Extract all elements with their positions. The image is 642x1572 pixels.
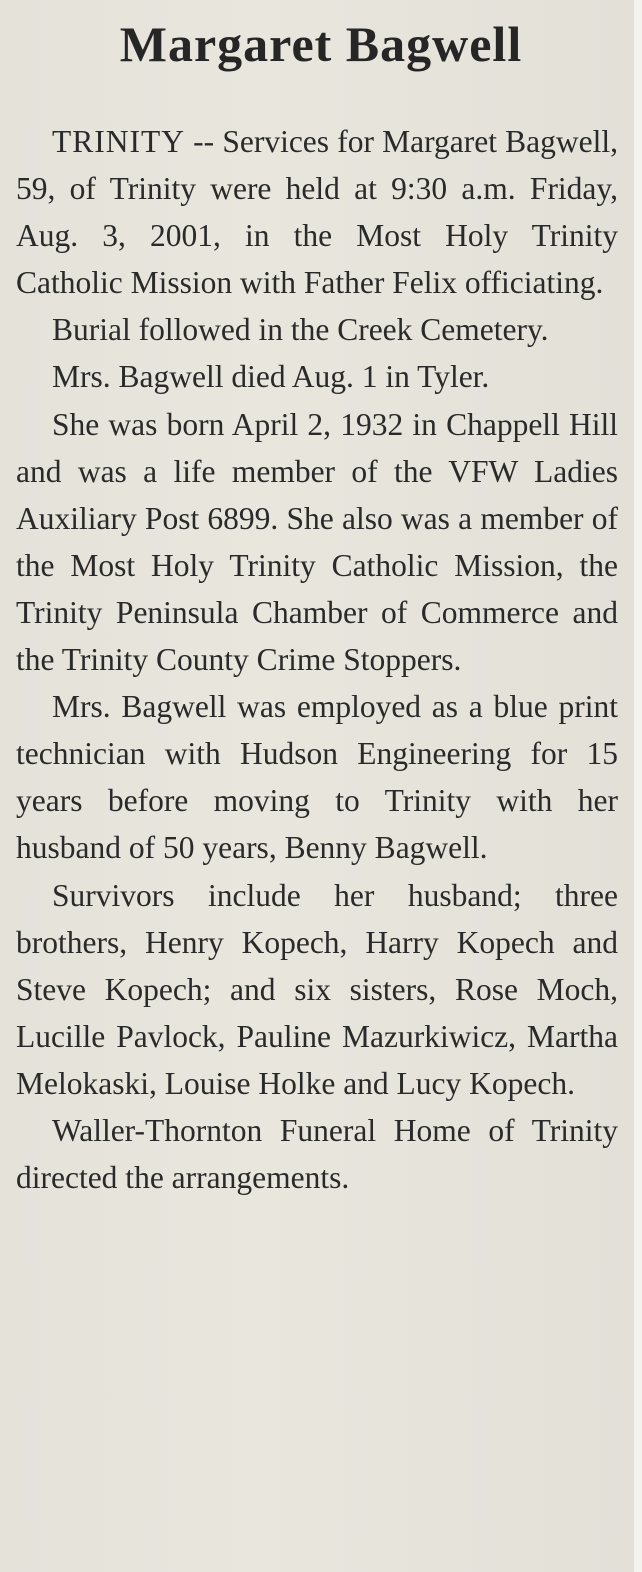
paragraph-services: [16, 118, 618, 306]
paragraph-burial: Burial followed in the Creek Cemetery.: [52, 312, 549, 348]
dateline: TRINITY: [52, 124, 185, 159]
paragraph-death: Mrs. Bagwell died Aug. 1 in Tyler.: [52, 359, 490, 395]
paragraph-services-text: Services for Margaret Bagwell, 59, of Trinity were held at 9:30 a.m. Friday, Aug. 3, 2001, in the Most Holy Trinity Catholic Mission with Father Felix officiating.: [16, 124, 619, 301]
paragraph-survivors: Survivors include her husband; three brothers, Henry Kopech, Harry Kopech and Steve Kopech; and six sisters, Rose Moch, Lucille Pavlock, Pauline Mazurkiwicz, Martha Melokaski, Louise Holke and Lucy Kopech.: [16, 877, 618, 1101]
paragraph-funeral-home: Waller-Thornton Funeral Home of Trinity directed the arrangements.: [16, 1112, 618, 1196]
obituary-body: [16, 118, 618, 1201]
paragraph-biography: She was born April 2, 1932 in Chappell Hill and was a life member of the VFW Ladies Auxiliary Post 6899. She also was a member of the Most Holy Trinity Catholic Mission, the Trinity Peninsula Chamber of Commerce and the Trinity County Crime Stoppers.: [16, 406, 618, 678]
paragraph-employment: Mrs. Bagwell was employed as a blue print technician with Hudson Engineering for 15 years before moving to Trinity with her husband of 50 years, Benny Bagwell.: [16, 689, 618, 866]
dateline-separator: --: [184, 124, 223, 159]
obituary-headline: Margaret Bagwell: [119, 16, 523, 72]
